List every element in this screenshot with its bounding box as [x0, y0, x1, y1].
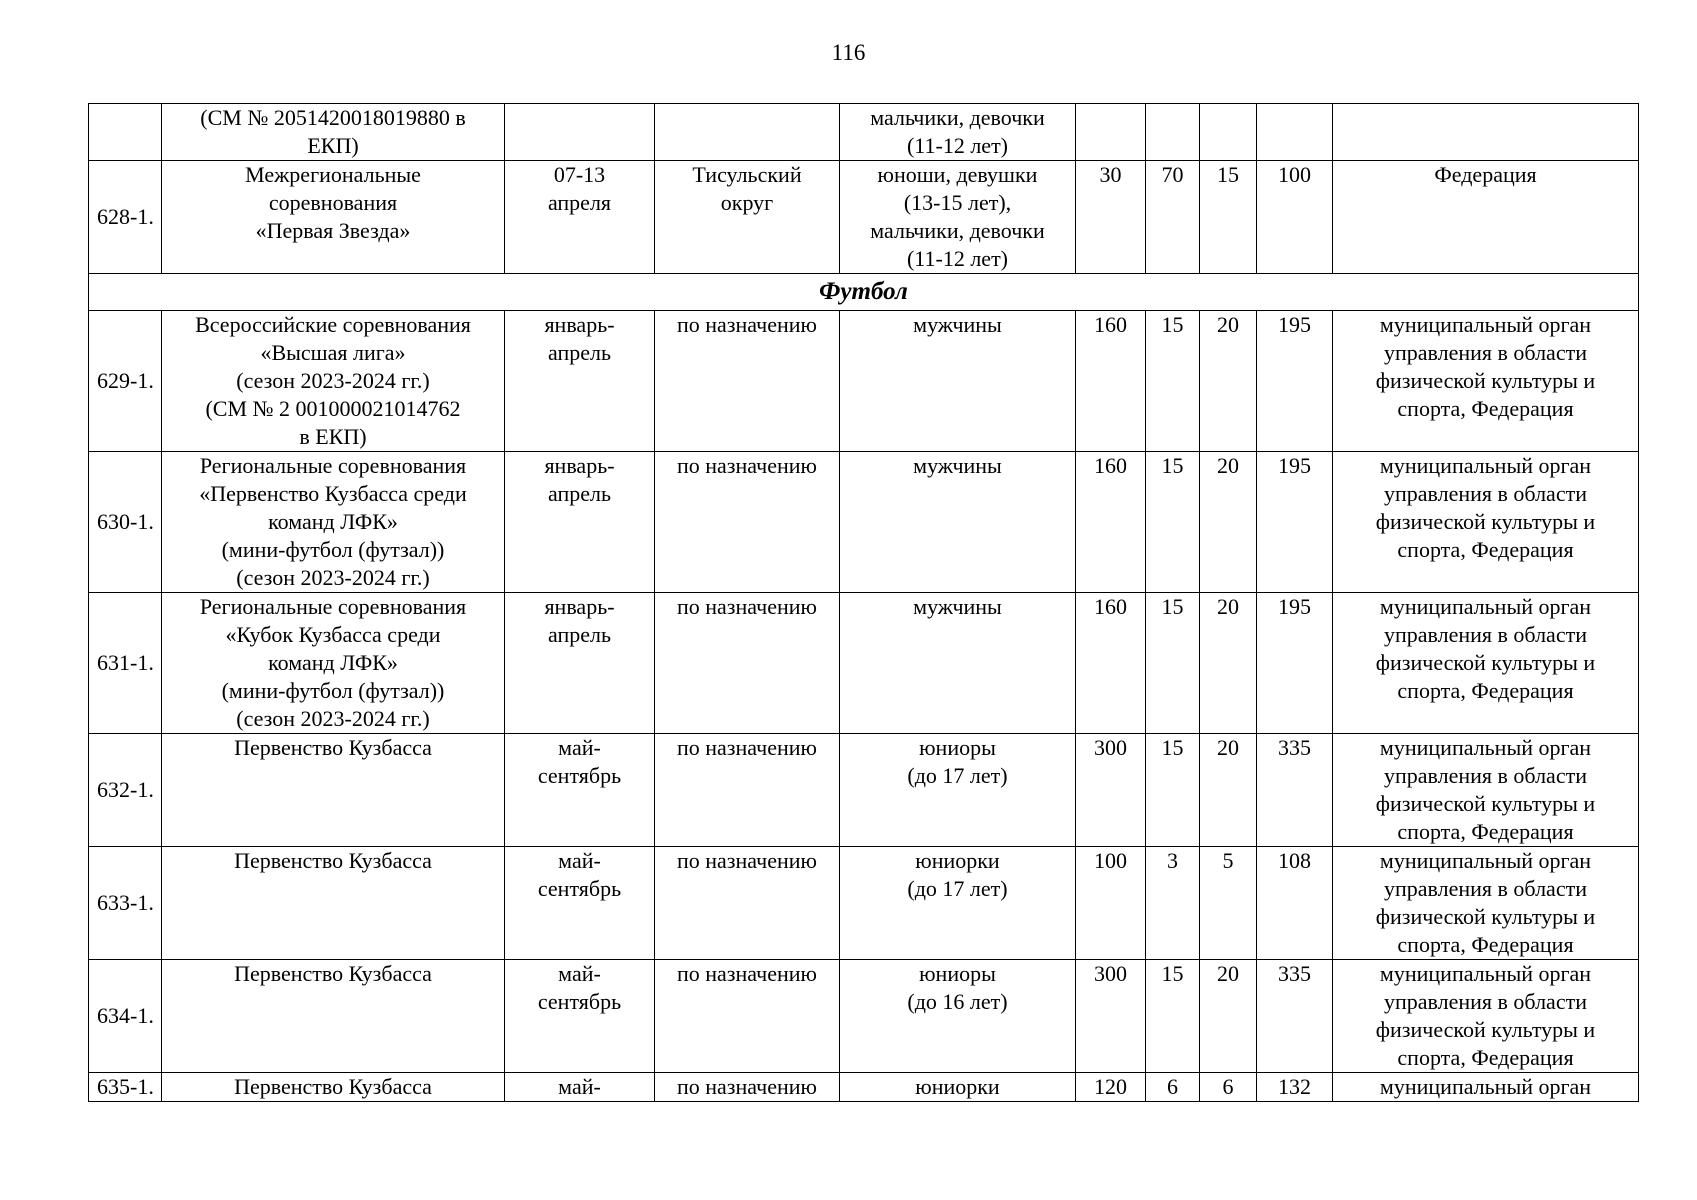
table-row	[89, 734, 1639, 847]
organizer-line: муниципальный орган	[1379, 1074, 1592, 1099]
organizer-line: муниципальный орган	[1379, 735, 1592, 760]
organizer-line: муниципальный орган	[1379, 961, 1592, 986]
organizer-cell	[1333, 960, 1639, 1073]
count-cell: 15	[1146, 452, 1200, 593]
organizer-line: физической культуры и	[1375, 650, 1596, 675]
participants-cell	[840, 452, 1076, 593]
event-line: Всероссийские соревнования	[195, 312, 471, 337]
place-cell	[655, 452, 840, 593]
table-row	[89, 161, 1639, 274]
event-line: команд ЛФК»	[268, 509, 398, 534]
dates-line: апрель	[547, 481, 612, 506]
event-line: ЕКП)	[307, 133, 359, 158]
participants-line: мужчины	[913, 453, 1002, 478]
place-line: по назначению	[677, 312, 817, 337]
event-line: (мини-футбол (футзал))	[221, 537, 445, 562]
table-row	[89, 960, 1639, 1073]
place-cell	[655, 847, 840, 960]
dates-cell	[505, 311, 655, 452]
organizer-line: управления в области	[1384, 763, 1587, 788]
dates-line: май-	[558, 961, 601, 986]
dates-line: апрель	[547, 622, 612, 647]
section-title: Футбол	[89, 274, 1639, 311]
dates-cell	[505, 104, 655, 161]
total-cell: 132	[1257, 1073, 1333, 1102]
event-cell	[162, 847, 505, 960]
count-cell: 300	[1076, 734, 1146, 847]
organizer-line: Федерация	[1434, 162, 1537, 187]
event-line: (сезон 2023-2024 гг.)	[236, 706, 430, 731]
event-cell	[162, 311, 505, 452]
dates-line: январь-	[544, 453, 615, 478]
place-cell	[655, 734, 840, 847]
row-number: 628-1.	[89, 161, 162, 274]
count-cell: 30	[1076, 161, 1146, 274]
total-cell: 195	[1257, 311, 1333, 452]
count-cell: 15	[1200, 161, 1257, 274]
event-line: Региональные соревнования	[199, 594, 467, 619]
event-line: (сезон 2023-2024 гг.)	[236, 565, 430, 590]
organizer-cell	[1333, 1073, 1639, 1102]
count-cell: 120	[1076, 1073, 1146, 1102]
place-line: по назначению	[677, 594, 817, 619]
count-cell: 6	[1146, 1073, 1200, 1102]
participants-line: (до 16 лет)	[907, 989, 1008, 1014]
section-header-row	[89, 274, 1639, 311]
count-cell: 6	[1200, 1073, 1257, 1102]
dates-line: сентябрь	[537, 876, 622, 901]
place-cell	[655, 1073, 840, 1102]
participants-line: юниоры	[919, 735, 996, 760]
organizer-line: управления в области	[1384, 481, 1587, 506]
place-line: по назначению	[677, 961, 817, 986]
row-number	[89, 104, 162, 161]
event-cell	[162, 593, 505, 734]
organizer-line: муниципальный орган	[1379, 594, 1592, 619]
organizer-line: физической культуры и	[1375, 904, 1596, 929]
participants-line: юниорки	[915, 848, 1000, 873]
total-cell: 195	[1257, 452, 1333, 593]
event-line: (сезон 2023-2024 гг.)	[236, 368, 430, 393]
table-row	[89, 311, 1639, 452]
organizer-line: спорта, Федерация	[1397, 1045, 1574, 1070]
participants-line: юноши, девушки	[877, 162, 1038, 187]
event-line: команд ЛФК»	[268, 650, 398, 675]
organizer-cell	[1333, 593, 1639, 734]
organizer-line: спорта, Федерация	[1397, 819, 1574, 844]
event-line: соревнования	[268, 190, 398, 215]
organizer-cell	[1333, 161, 1639, 274]
count-cell	[1146, 104, 1200, 161]
event-cell	[162, 452, 505, 593]
place-cell	[655, 593, 840, 734]
dates-cell	[505, 1073, 655, 1102]
place-line: округ	[720, 190, 774, 215]
participants-line: мальчики, девочки	[870, 218, 1045, 243]
count-cell: 20	[1200, 593, 1257, 734]
organizer-cell	[1333, 452, 1639, 593]
organizer-cell	[1333, 734, 1639, 847]
row-number: 633-1.	[89, 847, 162, 960]
table-row	[89, 104, 1639, 161]
count-cell: 15	[1146, 960, 1200, 1073]
competition-table	[88, 103, 1639, 1102]
place-line: по назначению	[677, 453, 817, 478]
dates-line: май-	[558, 735, 601, 760]
table-row	[89, 593, 1639, 734]
total-cell	[1257, 104, 1333, 161]
organizer-line: спорта, Федерация	[1397, 932, 1574, 957]
event-line: Межрегиональные	[245, 162, 421, 187]
organizer-cell	[1333, 104, 1639, 161]
event-line: (мини-футбол (футзал))	[221, 678, 445, 703]
organizer-line: физической культуры и	[1375, 509, 1596, 534]
table-row	[89, 1073, 1639, 1102]
event-cell	[162, 734, 505, 847]
count-cell: 3	[1146, 847, 1200, 960]
count-cell: 20	[1200, 960, 1257, 1073]
total-cell: 195	[1257, 593, 1333, 734]
total-cell: 335	[1257, 960, 1333, 1073]
participants-cell	[840, 960, 1076, 1073]
event-line: «Первенство Кузбасса среди	[199, 481, 467, 506]
count-cell: 70	[1146, 161, 1200, 274]
dates-line: январь-	[544, 594, 615, 619]
participants-line: (13-15 лет),	[903, 190, 1012, 215]
count-cell: 160	[1076, 593, 1146, 734]
count-cell: 160	[1076, 452, 1146, 593]
count-cell: 300	[1076, 960, 1146, 1073]
organizer-cell	[1333, 311, 1639, 452]
count-cell: 15	[1146, 593, 1200, 734]
participants-line: мужчины	[913, 594, 1002, 619]
participants-line: юниорки	[915, 1074, 1000, 1099]
participants-cell	[840, 311, 1076, 452]
organizer-line: физической культуры и	[1375, 791, 1596, 816]
total-cell: 100	[1257, 161, 1333, 274]
organizer-line: управления в области	[1384, 340, 1587, 365]
page-number: 116	[831, 40, 866, 65]
event-line: (СМ № 2051420018019880 в	[200, 105, 466, 130]
dates-line: 07-13	[553, 162, 606, 187]
place-cell	[655, 311, 840, 452]
total-cell: 108	[1257, 847, 1333, 960]
dates-line: май-	[558, 1074, 601, 1099]
event-line: «Первая Звезда»	[255, 218, 411, 243]
participants-line: (до 17 лет)	[907, 876, 1008, 901]
place-line: по назначению	[677, 735, 817, 760]
organizer-cell	[1333, 847, 1639, 960]
dates-line: сентябрь	[537, 763, 622, 788]
dates-line: сентябрь	[537, 989, 622, 1014]
organizer-line: физической культуры и	[1375, 1017, 1596, 1042]
event-line: Региональные соревнования	[199, 453, 467, 478]
row-number: 634-1.	[89, 960, 162, 1073]
dates-line: апрель	[547, 340, 612, 365]
organizer-line: физической культуры и	[1375, 368, 1596, 393]
count-cell	[1200, 104, 1257, 161]
count-cell: 20	[1200, 734, 1257, 847]
organizer-line: спорта, Федерация	[1397, 678, 1574, 703]
place-cell	[655, 104, 840, 161]
event-line: «Кубок Кузбасса среди	[225, 622, 441, 647]
event-cell	[162, 104, 505, 161]
event-line: (СМ № 2 001000021014762	[205, 396, 461, 421]
dates-cell	[505, 734, 655, 847]
count-cell: 15	[1146, 734, 1200, 847]
organizer-line: спорта, Федерация	[1397, 396, 1574, 421]
participants-cell	[840, 104, 1076, 161]
participants-line: (до 17 лет)	[907, 763, 1008, 788]
organizer-line: муниципальный орган	[1379, 848, 1592, 873]
event-line: в ЕКП)	[299, 424, 367, 449]
participants-line: мальчики, девочки	[870, 105, 1045, 130]
dates-line: апреля	[547, 190, 612, 215]
event-cell	[162, 960, 505, 1073]
row-number: 629-1.	[89, 311, 162, 452]
event-line: Первенство Кузбасса	[234, 735, 432, 760]
participants-line: мужчины	[913, 312, 1002, 337]
participants-line: (11-12 лет)	[906, 246, 1009, 271]
dates-cell	[505, 161, 655, 274]
table-row	[89, 452, 1639, 593]
participants-cell	[840, 734, 1076, 847]
organizer-line: управления в области	[1384, 989, 1587, 1014]
row-number: 631-1.	[89, 593, 162, 734]
place-cell	[655, 960, 840, 1073]
event-line: Первенство Кузбасса	[234, 961, 432, 986]
count-cell: 20	[1200, 311, 1257, 452]
count-cell: 100	[1076, 847, 1146, 960]
dates-line: май-	[558, 848, 601, 873]
dates-line: январь-	[544, 312, 615, 337]
total-cell: 335	[1257, 734, 1333, 847]
dates-cell	[505, 847, 655, 960]
event-cell	[162, 1073, 505, 1102]
place-cell	[655, 161, 840, 274]
count-cell: 160	[1076, 311, 1146, 452]
event-cell	[162, 161, 505, 274]
organizer-line: управления в области	[1384, 622, 1587, 647]
count-cell: 15	[1146, 311, 1200, 452]
organizer-line: спорта, Федерация	[1397, 537, 1574, 562]
participants-cell	[840, 1073, 1076, 1102]
event-line: «Высшая лига»	[260, 340, 406, 365]
table-row	[89, 847, 1639, 960]
row-number: 630-1.	[89, 452, 162, 593]
place-line: по назначению	[677, 1074, 817, 1099]
organizer-line: муниципальный орган	[1379, 453, 1592, 478]
participants-cell	[840, 593, 1076, 734]
event-line: Первенство Кузбасса	[234, 848, 432, 873]
participants-cell	[840, 847, 1076, 960]
participants-line: юниоры	[919, 961, 996, 986]
dates-cell	[505, 452, 655, 593]
count-cell: 20	[1200, 452, 1257, 593]
count-cell	[1076, 104, 1146, 161]
dates-cell	[505, 960, 655, 1073]
row-number: 635-1.	[89, 1073, 162, 1102]
dates-cell	[505, 593, 655, 734]
row-number: 632-1.	[89, 734, 162, 847]
count-cell: 5	[1200, 847, 1257, 960]
organizer-line: управления в области	[1384, 876, 1587, 901]
participants-line: (11-12 лет)	[906, 133, 1009, 158]
event-line: Первенство Кузбасса	[234, 1074, 432, 1099]
participants-cell	[840, 161, 1076, 274]
place-line: по назначению	[677, 848, 817, 873]
place-line: Тисульский	[692, 162, 802, 187]
organizer-line: муниципальный орган	[1379, 312, 1592, 337]
